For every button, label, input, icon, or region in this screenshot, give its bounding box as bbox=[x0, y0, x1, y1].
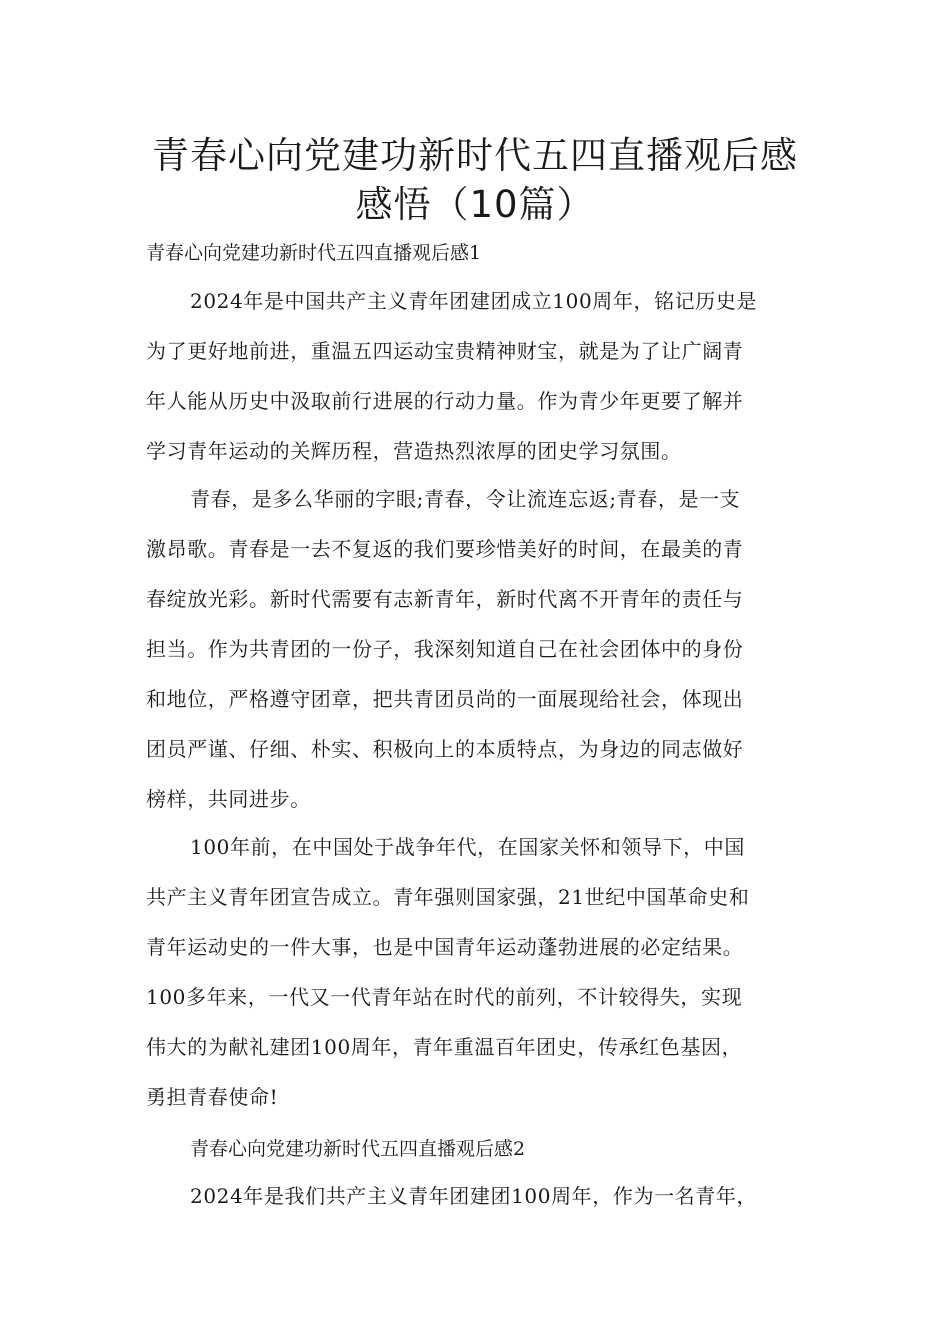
paragraph-line: 勇担青春使命! bbox=[146, 1085, 279, 1109]
paragraph-line: 青春，是多么华丽的字眼;青春，令让流连忘返;青春，是一支 bbox=[190, 487, 741, 511]
section-heading-1: 青春心向党建功新时代五四直播观后感1 bbox=[146, 242, 482, 264]
paragraph-line: 青年运动史的一件大事，也是中国青年运动蓬勃进展的必定结果。 bbox=[146, 935, 744, 959]
document-title-line-1: 青春心向党建功新时代五四直播观后感 bbox=[152, 134, 798, 177]
paragraph-line: 激昂歌。青春是一去不复返的我们要珍惜美好的时间，在最美的青 bbox=[146, 537, 744, 561]
paragraph-line: 100年前，在中国处于战争年代，在国家关怀和领导下，中国 bbox=[190, 835, 745, 859]
document-title-line-2: 感悟（10篇） bbox=[355, 183, 595, 226]
paragraph-line: 和地位，严格遵守团章，把共青团员尚的一面展现给社会，体现出 bbox=[146, 687, 744, 711]
paragraph-line: 担当。作为共青团的一份子，我深刻知道自己在社会团体中的身份 bbox=[146, 637, 744, 661]
paragraph-line: 2024年是中国共产主义青年团建团成立100周年，铭记历史是 bbox=[190, 289, 758, 313]
paragraph-line: 共产主义青年团宣告成立。青年强则国家强，21世纪中国革命史和 bbox=[146, 885, 750, 909]
paragraph-line: 学习青年运动的关辉历程，营造热烈浓厚的团史学习氛围。 bbox=[146, 439, 682, 463]
paragraph-line: 团员严谨、仔细、朴实、积极向上的本质特点，为身边的同志做好 bbox=[146, 737, 744, 761]
paragraph-line: 榜样，共同进步。 bbox=[146, 787, 311, 811]
paragraph-line: 2024年是我们共产主义青年团建团100周年，作为一名青年， bbox=[190, 1184, 758, 1208]
paragraph-line: 年人能从历史中汲取前行进展的行动力量。作为青少年更要了解并 bbox=[146, 389, 744, 413]
section-heading-2: 青春心向党建功新时代五四直播观后感2 bbox=[190, 1138, 526, 1160]
paragraph-line: 为了更好地前进，重温五四运动宝贵精神财宝，就是为了让广阔青 bbox=[146, 339, 744, 363]
paragraph-line: 100多年来，一代又一代青年站在时代的前列，不计较得失，实现 bbox=[146, 985, 743, 1009]
paragraph-line: 伟大的为献礼建团100周年，青年重温百年团史，传承红色基因， bbox=[146, 1035, 743, 1059]
paragraph-line: 春绽放光彩。新时代需要有志新青年，新时代离不开青年的责任与 bbox=[146, 587, 744, 611]
